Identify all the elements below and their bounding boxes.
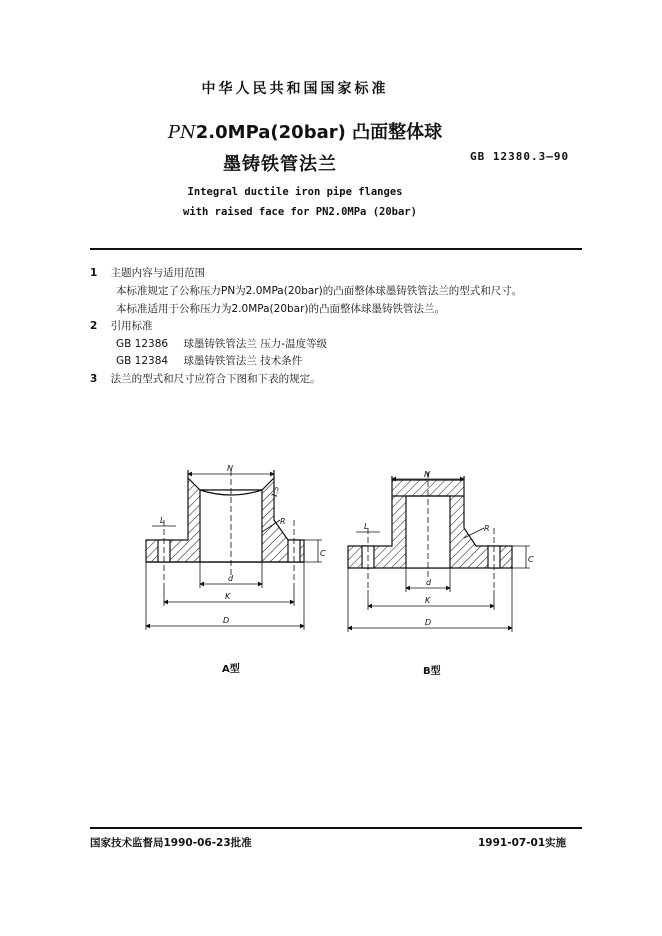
reference-title: 球墨铸铁管法兰 技术条件 xyxy=(183,355,303,367)
section-number: 1 xyxy=(90,267,98,279)
dim-label-k: K xyxy=(425,596,431,605)
dim-label-k: K xyxy=(225,592,231,601)
dim-label-c: C xyxy=(320,549,326,558)
dim-label-l: L xyxy=(160,516,165,525)
reference-code: GB 12384 xyxy=(116,355,169,367)
dim-label-r: R xyxy=(280,517,286,526)
paragraph-2: 本标准适用于公称压力为2.0MPa(20bar)的凸面整体球墨铸铁管法兰。 xyxy=(116,303,446,315)
type-b-drawing xyxy=(348,472,530,632)
figure-label-b: B型 xyxy=(423,666,441,677)
dim-label-r: R xyxy=(484,524,490,533)
section-number: 3 xyxy=(90,373,98,385)
approval-date: 国家技术监督局1990-06-23批准 xyxy=(90,837,252,849)
dim-label-diameter: D xyxy=(425,618,432,627)
national-standard-heading: 中华人民共和国国家标准 xyxy=(201,81,389,97)
dim-label-n: N xyxy=(227,464,233,473)
dim-label-n: N xyxy=(424,470,430,479)
figure-label-a: A型 xyxy=(222,664,240,675)
section-heading: 法兰的型式和尺寸应符合下图和下表的规定。 xyxy=(110,373,321,385)
dim-label-diameter: D xyxy=(223,616,230,625)
section-heading: 主题内容与适用范围 xyxy=(110,267,206,279)
english-title-1: Integral ductile iron pipe flanges xyxy=(187,186,403,198)
paragraph-1: 本标准规定了公称压力PN为2.0MPa(20bar)的凸面整体球墨铸铁管法兰的型式和尺寸。 xyxy=(116,285,523,297)
effective-date: 1991-07-01实施 xyxy=(478,837,567,849)
dim-label-c: C xyxy=(528,555,534,564)
title-rest: 2.0MPa(20bar) 凸面整体球 xyxy=(195,122,443,143)
english-title-2: with raised face for PN2.0MPa (20bar) xyxy=(183,206,417,218)
standard-code: GB 12380.3—90 xyxy=(470,150,570,163)
slope-label: 1:5 xyxy=(270,485,281,499)
section-number: 2 xyxy=(90,320,98,332)
title-pn: PN xyxy=(167,122,196,143)
dim-label-l: L xyxy=(364,522,369,531)
footer-rule xyxy=(90,827,582,829)
reference-title: 球墨铸铁管法兰 压力-温度等级 xyxy=(183,338,328,350)
reference-code: GB 12386 xyxy=(116,338,169,350)
title-line-2: 墨铸铁管法兰 xyxy=(223,154,337,175)
section-heading: 引用标准 xyxy=(110,320,153,332)
dim-label-d: d xyxy=(228,574,234,583)
dim-label-d: d xyxy=(426,578,432,587)
type-a-drawing xyxy=(146,470,322,630)
